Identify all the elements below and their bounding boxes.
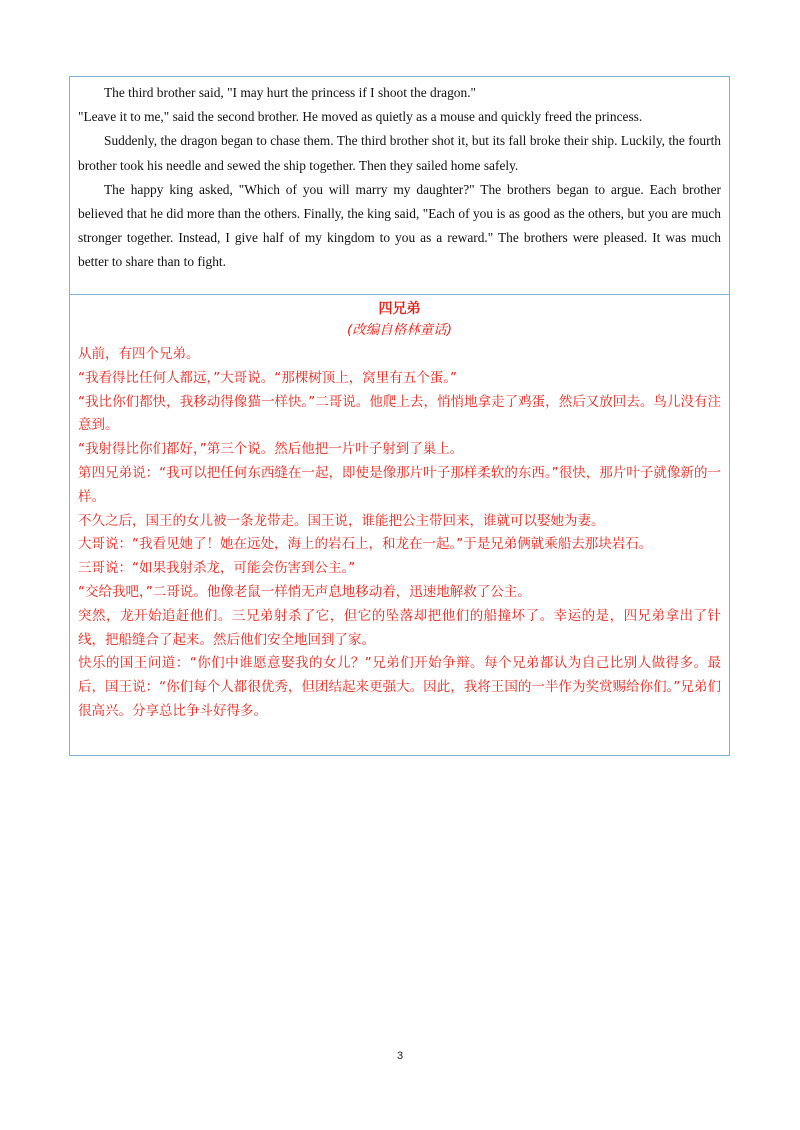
english-paragraph: Suddenly, the dragon began to chase them. The third brother shot it, but its fall broke their ship. Luckily, the fourth brother took his needle and sewed the ship together. Then they sailed home safely. xyxy=(78,133,721,173)
chinese-paragraph: 三哥说：“如果我射杀龙，可能会伤害到公主。” xyxy=(78,560,356,577)
chinese-paragraph: 不久之后，国王的女儿被一条龙带走。国王说，谁能把公主带回来，谁就可以娶她为妻。 xyxy=(78,512,605,529)
chinese-paragraph: 突然，龙开始追赶他们。三兄弟射杀了它，但它的坠落却把他们的船撞坏了。幸运的是，四兄弟拿出了针线，把船缝合了起来。然后他们安全地回到了家。 xyxy=(78,607,721,648)
page-number: 3 xyxy=(396,1050,404,1062)
english-text-box xyxy=(69,76,730,295)
translation-subtitle: (改编自格林童话) xyxy=(346,322,453,338)
chinese-paragraph: “我射得比你们都好，”第三个说。然后他把一片叶子射到了巢上。 xyxy=(78,441,464,458)
chinese-paragraph: “我看得比任何人都远，”大哥说。“那棵树顶上，窝里有五个蛋。” xyxy=(78,369,457,386)
chinese-paragraph: 快乐的国王问道：“你们中谁愿意娶我的女儿？”兄弟们开始争辩。每个兄弟都认为自己比别人做得多。最后，国王说：“你们每个人都很优秀，但团结起来更强大。因此，我将王国的一半作为奖赏赐给你们。”兄弟们很高兴。分享总比争斗好得多。 xyxy=(78,655,721,719)
chinese-paragraph: 大哥说：“我看见她了！她在远处，海上的岩石上，和龙在一起。”于是兄弟俩就乘船去那块岩石。 xyxy=(78,536,653,553)
chinese-paragraph: “交给我吧，”二哥说。他像老鼠一样悄无声息地移动着，迅速地解救了公主。 xyxy=(78,583,531,600)
translation-title: 四兄弟 xyxy=(378,301,421,317)
english-paragraph: The third brother said, "I may hurt the princess if I shoot the dragon." xyxy=(104,85,477,100)
chinese-translation-box xyxy=(69,294,730,756)
chinese-paragraph: 从前，有四个兄弟。 xyxy=(78,346,200,362)
chinese-paragraph: “我比你们都快，我移动得像猫一样快。”二哥说。他爬上去，悄悄地拿走了鸡蛋，然后又放回去。鸟儿没有注意到。 xyxy=(78,393,721,434)
english-paragraph: The happy king asked, "Which of you will marry my daughter?" The brothers began to argue. Each brother believed that he did more than the others. Finally, the king said, "Each of you is as good as the others, but you are much stronger together. Instead, I give half of my kingdom to you as a reward." The brothers were pleased. It was much better to share than to fight. xyxy=(78,181,721,270)
chinese-paragraph: 第四兄弟说：“我可以把任何东西缝在一起，即使是像那片叶子那样柔软的东西。”很快，那片叶子就像新的一样。 xyxy=(78,464,721,505)
english-paragraph: "Leave it to me," said the second brother. He moved as quietly as a mouse and quickly freed the princess. xyxy=(78,109,643,125)
